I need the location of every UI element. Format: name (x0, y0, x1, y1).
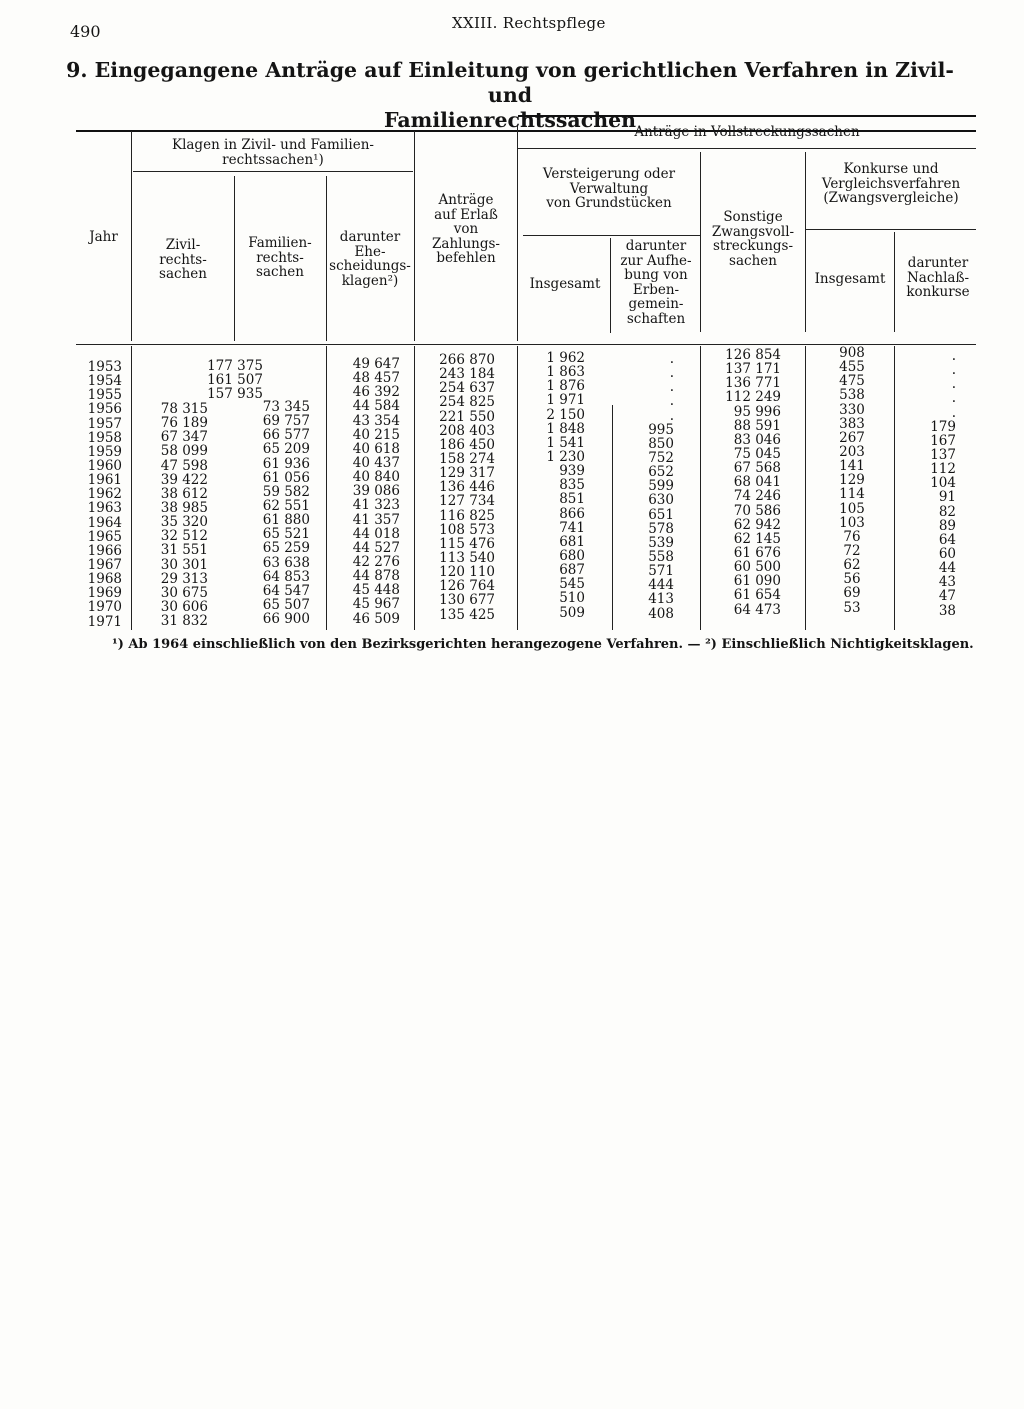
col-divider-5 (517, 126, 518, 341)
table-cell: 939 (559, 463, 585, 480)
table-cell: 30 301 (160, 556, 208, 573)
table-cell: 61 880 (262, 512, 310, 529)
table-cell: 31 551 (160, 542, 208, 559)
header-vers-insgesamt: Insgesamt (529, 276, 601, 292)
table-cell: 177 375 (207, 358, 263, 374)
table-cell: 41 357 (352, 511, 400, 528)
table-cell: 44 (938, 560, 956, 577)
table-cell: 510 (559, 590, 585, 607)
table-cell: 103 (839, 514, 865, 531)
table-cell: 65 507 (262, 596, 310, 613)
table-cell: 61 676 (733, 544, 781, 561)
table-cell: 1960 (87, 457, 122, 474)
table-cell: 83 046 (733, 431, 781, 448)
table-cell: 120 110 (439, 564, 495, 581)
body-divider-1 (131, 346, 132, 630)
table-cell: 59 582 (262, 483, 310, 500)
table-cell: 741 (559, 519, 585, 536)
table-cell: 46 509 (352, 610, 400, 627)
footnote: ¹) Ab 1964 einschließlich von den Bezirksgerichten herangezogene Verfahren. — ²) Einschließlich Nichtigkeitsklagen. (112, 637, 974, 652)
table-cell: 45 448 (352, 582, 400, 599)
table-cell: 141 (839, 458, 865, 475)
table-cell: 95 996 (733, 403, 781, 420)
table-cell: 41 323 (352, 497, 400, 514)
table-cell: 687 (559, 562, 585, 579)
table-cell: 995 (648, 421, 674, 438)
table-cell: 126 764 (439, 578, 495, 595)
table-cell: 116 825 (439, 507, 495, 524)
table-cell: 42 276 (352, 553, 400, 570)
table-cell: 127 734 (439, 493, 495, 510)
table-cell: 444 (648, 577, 674, 594)
body-divider-7 (700, 346, 701, 630)
col-zivil (136, 402, 208, 628)
table-cell: 113 540 (439, 549, 495, 566)
table-cell: 545 (559, 576, 585, 593)
table-cell: . (951, 362, 956, 379)
table-cell: 32 512 (160, 528, 208, 545)
table-cell: 1 230 (546, 448, 585, 465)
table-cell: 40 437 (352, 454, 400, 471)
body-divider-3 (326, 346, 327, 630)
table-title (60, 58, 960, 133)
page-number: 490 (70, 22, 101, 41)
table-cell: 62 942 (733, 516, 781, 533)
table-cell: 53 (843, 599, 861, 616)
table-cell: . (669, 393, 674, 410)
table-cell: 1 541 (546, 434, 585, 451)
col-vers-erbengemeinschaften (616, 352, 674, 621)
table-cell: 135 425 (439, 606, 495, 623)
table-cell: 62 (843, 557, 861, 574)
table-cell: . (951, 348, 956, 364)
col-divider-6 (610, 238, 611, 333)
rule-konkurse (806, 229, 976, 230)
table-cell: 866 (559, 505, 585, 522)
table-cell: 680 (559, 547, 585, 564)
table-cell: 62 551 (262, 497, 310, 514)
col-divider-9 (894, 232, 895, 332)
table-cell: 221 550 (439, 408, 495, 425)
col-ehescheidung (330, 357, 400, 626)
table-cell: 63 638 (262, 554, 310, 571)
table-cell: 179 (930, 418, 956, 435)
table-cell: . (951, 404, 956, 421)
table-cell: 46 392 (352, 384, 400, 401)
table-cell: 56 (843, 571, 861, 588)
table-cell: 66 577 (262, 427, 310, 444)
table-cell: 126 854 (725, 347, 781, 363)
table-cell: 68 041 (733, 474, 781, 491)
table-cell: 58 099 (160, 443, 208, 460)
table-cell: . (669, 365, 674, 382)
header-ehescheidung: darunter Ehe- scheidungs- klagen²) (329, 229, 411, 289)
table-cell: 65 521 (262, 526, 310, 543)
table-cell: 44 018 (352, 525, 400, 542)
col-konk-insgesamt (818, 346, 886, 615)
table-cell: 630 (648, 492, 674, 509)
table-cell: 44 878 (352, 568, 400, 585)
table-cell: . (669, 407, 674, 424)
table-cell: 1965 (87, 528, 122, 545)
table-cell: 538 (839, 387, 865, 404)
rule-top-right (518, 115, 976, 117)
table-cell: 599 (648, 478, 674, 495)
table-cell: 130 677 (439, 592, 495, 609)
table-cell: 158 274 (439, 450, 495, 467)
table-cell: 115 476 (439, 535, 495, 552)
table-cell: 1963 (87, 500, 122, 517)
table-cell: 1968 (87, 571, 122, 588)
header-klagen-group: Klagen in Zivil- und Familien- rechtssachen¹) (171, 137, 374, 168)
table-cell: 88 591 (733, 417, 781, 434)
table-cell: 40 618 (352, 440, 400, 457)
table-cell: 38 612 (160, 485, 208, 502)
table-cell: 112 (930, 461, 956, 478)
table-cell: 1 848 (546, 420, 585, 437)
body-divider-8 (805, 346, 806, 630)
table-cell: 203 (839, 443, 865, 460)
table-cell: . (669, 351, 674, 367)
table-cell: . (951, 390, 956, 407)
header-jahr: Jahr (89, 229, 118, 245)
table-cell: . (951, 376, 956, 393)
table-cell: 29 313 (160, 570, 208, 587)
table-cell: 161 507 (207, 372, 263, 389)
rule-versteigerung (523, 235, 700, 236)
table-cell: 558 (648, 548, 674, 565)
table-cell: 89 (938, 517, 956, 534)
table-cell: 76 189 (160, 415, 208, 432)
table-cell: 266 870 (439, 352, 495, 368)
table-cell: 64 547 (262, 582, 310, 599)
table-cell: 66 900 (262, 611, 310, 628)
table-cell: . (669, 379, 674, 396)
table-cell: 61 056 (262, 469, 310, 486)
table-cell: 114 (839, 486, 865, 503)
table-cell: 35 320 (160, 514, 208, 531)
table-cell: 539 (648, 534, 674, 551)
table-cell: 1970 (87, 599, 122, 616)
table-cell: 65 209 (262, 441, 310, 458)
table-cell: 267 (839, 429, 865, 446)
table-cell: 62 145 (733, 530, 781, 547)
table-cell: 47 (938, 588, 956, 605)
table-cell: 74 246 (733, 488, 781, 505)
table-cell: 39 422 (160, 471, 208, 488)
col-sonstige (706, 348, 781, 617)
table-cell: 1954 (87, 373, 122, 390)
header-konkurse: Konkurse und Vergleichsverfahren (Zwangsvergleiche) (821, 161, 961, 206)
table-cell: 1 971 (546, 392, 585, 409)
table-cell: 30 675 (160, 584, 208, 601)
table-cell: 43 354 (352, 412, 400, 429)
table-cell: 186 450 (439, 436, 495, 453)
table-cell: 69 (843, 585, 861, 602)
table-cell: 850 (648, 435, 674, 452)
table-cell: 30 606 (160, 598, 208, 615)
table-cell: 167 (930, 432, 956, 449)
table-cell: 413 (648, 591, 674, 608)
table-cell: 408 (648, 605, 674, 622)
col-konk-nachlass (900, 349, 956, 618)
table-cell: 129 (839, 472, 865, 489)
table-cell: 1966 (87, 542, 122, 559)
table-cell: 75 045 (733, 445, 781, 462)
table-cell: 44 584 (352, 398, 400, 415)
table-cell: 61 090 (733, 573, 781, 590)
table-cell: 105 (839, 500, 865, 517)
table-cell: 61 936 (262, 455, 310, 472)
table-cell: 82 (938, 503, 956, 520)
table-cell: 1969 (87, 585, 122, 602)
table-cell: 908 (839, 345, 865, 361)
body-divider-5 (517, 346, 518, 630)
table-cell: 136 771 (725, 375, 781, 392)
table-cell: 38 (938, 602, 956, 619)
table-cell: 48 457 (352, 370, 400, 387)
table-cell: 455 (839, 359, 865, 376)
table-cell: 681 (559, 533, 585, 550)
table-cell: 652 (648, 464, 674, 481)
body-divider-6 (612, 405, 613, 630)
table-cell: 1962 (87, 486, 122, 503)
table-cell: 104 (930, 475, 956, 492)
table-cell: 72 (843, 542, 861, 559)
body-divider-9 (894, 346, 895, 630)
table-cell: 64 853 (262, 568, 310, 585)
table-cell: 254 825 (439, 394, 495, 411)
title-line-2: Familienrechtssachen (383, 108, 637, 132)
table-cell: 45 967 (352, 596, 400, 613)
header-versteigerung: Versteigerung oder Verwaltung von Grundstücken (542, 166, 676, 211)
table-cell: 1956 (87, 401, 122, 418)
header-konk-insgesamt: Insgesamt (814, 271, 886, 287)
table-cell: 509 (559, 604, 585, 621)
table-cell: 851 (559, 491, 585, 508)
header-zivil: Zivil- rechts- sachen (159, 237, 207, 282)
table-cell: 1955 (87, 387, 122, 404)
table-cell: 1 876 (546, 378, 585, 395)
table-cell: 78 315 (160, 401, 208, 417)
col-zahlungsbefehle (420, 353, 495, 622)
table-cell: 1 863 (546, 364, 585, 381)
table-cell: 129 317 (439, 465, 495, 482)
table-cell: 44 527 (352, 539, 400, 556)
table-cell: 243 184 (439, 366, 495, 383)
table-cell: 578 (648, 520, 674, 537)
table-cell: 61 654 (733, 587, 781, 604)
table-cell: 651 (648, 506, 674, 523)
header-familien: Familien- rechts- sachen (248, 235, 312, 280)
table-cell: 1957 (87, 415, 122, 432)
col-familien (238, 400, 310, 626)
table-cell: 43 (938, 574, 956, 591)
table-cell: 40 840 (352, 469, 400, 486)
table-cell: 40 215 (352, 426, 400, 443)
table-cell: 69 757 (262, 413, 310, 430)
table-cell: 60 (938, 545, 956, 562)
table-cell: 1959 (87, 443, 122, 460)
table-cell: 835 (559, 477, 585, 494)
title-line-1: 9. Eingegangene Anträge auf Einleitung von gerichtlichen Verfahren in Zivil- und (66, 58, 954, 107)
table-cell: 1953 (87, 359, 122, 375)
table-cell: 1958 (87, 429, 122, 446)
table-cell: 330 (839, 401, 865, 418)
table-cell: 1961 (87, 472, 122, 489)
table-cell: 70 586 (733, 502, 781, 519)
table-cell: 49 647 (352, 356, 400, 372)
header-vers-erbengemeinschaften: darunter zur Aufhe- bung von Erben- gemein- schaften (620, 238, 692, 327)
table-cell: 38 985 (160, 499, 208, 516)
table-cell: 47 598 (160, 457, 208, 474)
col-years (78, 360, 122, 629)
table-cell: 208 403 (439, 422, 495, 439)
rule-klagen-group (133, 171, 413, 172)
header-zahlungsbefehle: Anträge auf Erlaß von Zahlungs- befehlen (432, 192, 500, 266)
table-cell: 67 347 (160, 429, 208, 446)
table-cell: 137 171 (725, 361, 781, 378)
table-cell: 60 500 (733, 559, 781, 576)
table-cell: 1967 (87, 556, 122, 573)
table-cell: 383 (839, 415, 865, 432)
header-vollstreckung-group: Anträge in Vollstreckungssachen (634, 124, 860, 140)
table-cell: 39 086 (352, 483, 400, 500)
table-cell: 65 259 (262, 540, 310, 557)
table-cell: 67 568 (733, 460, 781, 477)
col-zivil-familien-combined (190, 359, 280, 401)
table-cell: 112 249 (725, 389, 781, 406)
section-heading: XXIII. Rechtspflege (452, 14, 606, 32)
table-cell: 475 (839, 373, 865, 390)
table-cell: 137 (930, 446, 956, 463)
table-cell: 64 (938, 531, 956, 548)
table-cell: 73 345 (262, 399, 310, 415)
table-cell: 1 962 (546, 350, 585, 366)
table-cell: 571 (648, 563, 674, 580)
table-cell: 2 150 (546, 406, 585, 423)
table-cell: 157 935 (207, 386, 263, 403)
table-cell: 76 (843, 528, 861, 545)
table-cell: 136 446 (439, 479, 495, 496)
rule-vollstreckung-group (518, 148, 976, 149)
table-cell: 1971 (87, 613, 122, 630)
table-cell: 108 573 (439, 521, 495, 538)
col-vers-insgesamt (522, 351, 585, 620)
table-cell: 1964 (87, 514, 122, 531)
col-divider-1 (131, 131, 132, 341)
table-cell: 254 637 (439, 380, 495, 397)
header-konk-nachlass: darunter Nachlaß- konkurse (906, 255, 970, 300)
table-cell: 31 832 (160, 613, 208, 630)
table-cell: 752 (648, 449, 674, 466)
table-cell: 64 473 (733, 601, 781, 618)
header-sonstige: Sonstige Zwangsvoll- streckungs- sachen (711, 209, 795, 269)
body-divider-4 (414, 346, 415, 630)
table-cell: 91 (938, 489, 956, 506)
